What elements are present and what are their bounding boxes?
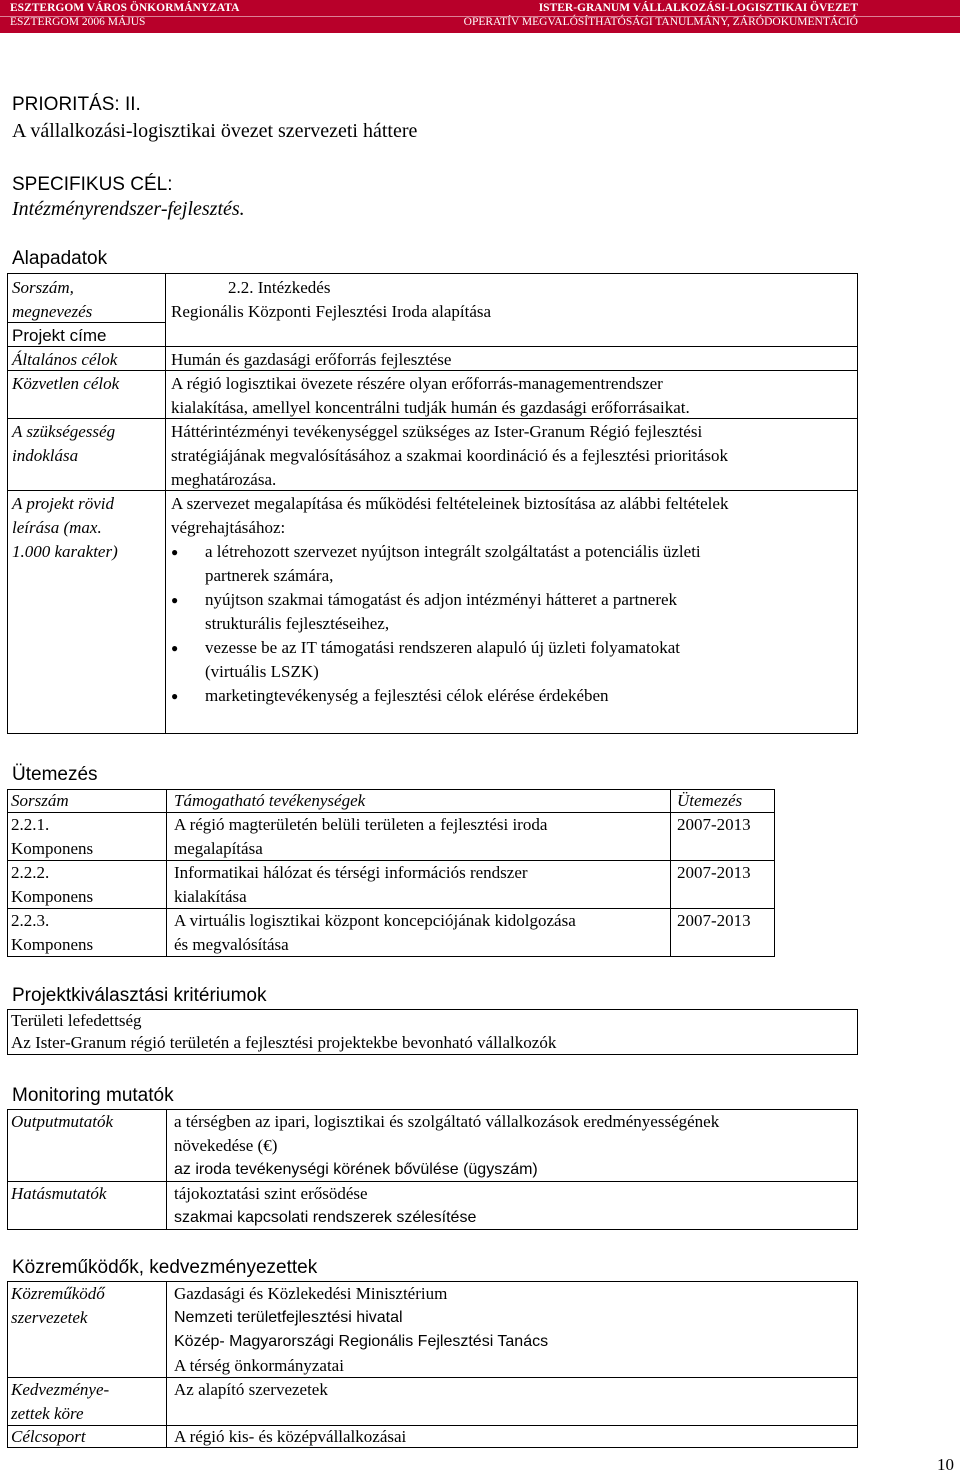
contributor-item: A térség önkormányzatai (174, 1356, 344, 1375)
impact-line: szakmai kapcsolati rendszerek szélesítése (174, 1209, 477, 1226)
leiras-label-line: 1.000 karakter) (12, 542, 118, 561)
leiras-label-line: leírása (max. (12, 518, 102, 537)
leiras-intro-line: végrehajtásához: (171, 518, 286, 537)
table-row-divider (8, 1425, 857, 1426)
kozvetlen-value-line: A régió logisztikai övezete részére olyan erőforrás-managementrendszer (171, 374, 663, 393)
sorszam-value-2: Regionális Központi Fejlesztési Iroda alapítása (171, 302, 492, 321)
output-values (174, 1110, 719, 1182)
document-header-banner (0, 0, 960, 33)
contributors-list (174, 1282, 548, 1378)
leiras-label (12, 492, 118, 564)
target-group-value: A régió kis- és középvállalkozásai (174, 1427, 407, 1446)
row-activity (174, 861, 528, 909)
row-kind: Komponens (11, 887, 94, 906)
col-header-schedule: Ütemezés (677, 791, 743, 810)
sorszam-value-1: 2.2. Intézkedés (228, 278, 331, 297)
szukseg-value-line: meghatározása. (171, 470, 277, 489)
table-row (11, 861, 93, 909)
header-date: ESZTERGOM 2006 MÁJUS (10, 16, 146, 28)
row-period: 2007-2013 (677, 863, 751, 882)
selection-heading: Projektkiválasztási kritériumok (12, 985, 267, 1006)
impact-line: tájokoztatási szint erősödése (174, 1184, 368, 1203)
col-header-sorszam: Sorszám (11, 791, 69, 810)
projekt-label: Projekt címe (12, 326, 107, 345)
activity-line: A virtuális logisztikai központ koncepciójának kidolgozása (174, 911, 576, 930)
bullet-line: strukturális fejlesztéseihez, (205, 614, 390, 633)
target-group-label: Célcsoport (11, 1427, 86, 1446)
activity-line: és megvalósítása (174, 935, 289, 954)
output-line: növekedése (€) (174, 1136, 278, 1155)
row-kind: Komponens (11, 935, 94, 954)
basic-data-heading: Alapadatok (12, 248, 108, 269)
beneficiaries-value: Az alapító szervezetek (174, 1380, 328, 1399)
contributor-item: Közép- Magyarországi Regionális Fejlesztési Tanács (174, 1333, 549, 1350)
selection-box (7, 1009, 858, 1055)
output-label: Outputmutatók (11, 1112, 113, 1131)
priority-title: A vállalkozási-logisztikai övezet szervezeti háttere (12, 120, 418, 142)
list-item (205, 636, 728, 684)
header-municipality: ESZTERGOM VÁROS ÖNKORMÁNYZATA (10, 2, 240, 14)
row-activity (174, 909, 576, 957)
header-document-type: OPERATÍV MEGVALÓSÍTHATÓSÁGI TANULMÁNY, ZÁRÓDOKUMENTÁCIÓ (463, 16, 858, 28)
schedule-table (7, 789, 775, 957)
sorszam-label-line: megnevezés (12, 302, 93, 321)
beneficiaries-label (11, 1378, 109, 1426)
list-item (205, 540, 728, 588)
contributor-item: Nemzeti területfejlesztési hivatal (174, 1309, 403, 1326)
header-project: ISTER-GRANUM VÁLLALKOZÁSI-LOGISZTIKAI ÖVEZET (538, 2, 858, 14)
szukseg-label-line: A szükségesség (12, 422, 116, 441)
table-row-divider (8, 346, 857, 347)
szukseg-value-line: stratégiájának megvalósításához a szakmai koordináció és a fejlesztési prioritások (171, 446, 729, 465)
activity-line: Informatikai hálózat és térségi információs rendszer (174, 863, 528, 882)
table-column-divider (166, 1282, 167, 1447)
selection-line-1: Területi lefedettség (11, 1011, 142, 1030)
szukseg-value-line: Háttérintézményi tevékenységgel szükséges az Ister-Granum Régió fejlesztési (171, 422, 703, 441)
szukseg-label (12, 420, 115, 468)
priority-label: PRIORITÁS: II. (12, 94, 141, 115)
table-row (11, 813, 93, 861)
impact-label: Hatásmutatók (11, 1184, 107, 1203)
beneficiaries-label-line: zettek köre (11, 1404, 84, 1423)
kozvetlen-label: Közvetlen célok (12, 374, 120, 393)
activity-line: kialakítása (174, 887, 247, 906)
activity-line: megalapítása (174, 839, 263, 858)
specific-goal-label: SPECIFIKUS CÉL: (12, 174, 173, 195)
col-header-activities: Támogatható tevékenységek (174, 791, 366, 810)
contributors-label-line: szervezetek (11, 1308, 88, 1327)
specific-goal-value: Intézményrendszer-fejlesztés. (12, 198, 245, 220)
bullet-line: ● marketingtevékenység a fejlesztési célok elérése érdekében (205, 686, 609, 705)
leiras-intro-line: A szervezet megalapítása és működési feltételeinek biztosítása az alábbi feltételek (171, 494, 729, 513)
altalanos-label: Általános célok (12, 350, 118, 369)
table-column-divider (670, 790, 671, 956)
monitoring-table (7, 1109, 858, 1230)
szukseg-value (171, 420, 728, 492)
impact-values (174, 1182, 476, 1230)
table-column-divider (165, 274, 166, 733)
selection-line-2: Az Ister-Granum régió területén a fejlesztési projektekbe bevonható vállalkozók (11, 1033, 557, 1052)
row-number: 2.2.3. (11, 911, 50, 930)
szukseg-label-line: indoklása (12, 446, 79, 465)
row-activity (174, 813, 547, 861)
bullet-line: (virtuális LSZK) (205, 662, 319, 681)
table-row (11, 909, 93, 957)
bullet-line: ● a létrehozott szervezet nyújtson integrált szolgáltatást a potenciális üzleti (205, 542, 701, 561)
bullet-line: partnerek számára, (205, 566, 334, 585)
altalanos-value: Humán és gazdasági erőforrás fejlesztése (171, 350, 452, 369)
row-period: 2007-2013 (677, 815, 751, 834)
leiras-label-line: A projekt rövid (12, 494, 114, 513)
list-item (205, 684, 728, 708)
leiras-bullet-list (171, 540, 728, 708)
output-line: az iroda tevékenységi körének bővülése (ügyszám) (174, 1161, 538, 1178)
page-number: 10 (937, 1455, 954, 1474)
schedule-heading: Ütemezés (12, 764, 98, 785)
table-column-divider (166, 790, 167, 956)
list-item (205, 588, 728, 636)
sorszam-label-line: Sorszám, (12, 278, 74, 297)
bullet-line: ● vezesse be az IT támogatási rendszeren alapuló új üzleti folyamatokat (205, 638, 681, 657)
contributors-label-line: Közreműködő (11, 1284, 105, 1303)
activity-line: A régió magterületén belüli területen a fejlesztési iroda (174, 815, 548, 834)
kozvetlen-value (171, 372, 690, 420)
output-line: a térségben az ipari, logisztikai és szolgáltató vállalkozások eredményességének (174, 1112, 720, 1131)
partners-table (7, 1281, 858, 1448)
contributor-item: Gazdasági és Közlekedési Minisztérium (174, 1284, 448, 1303)
leiras-value (171, 492, 728, 708)
partners-heading: Közreműködők, kedvezményezettek (12, 1257, 318, 1278)
sorszam-label (12, 276, 92, 324)
monitoring-heading: Monitoring mutatók (12, 1085, 174, 1106)
kozvetlen-value-line: kialakítása, amellyel koncentrálni tudják humán és gazdasági erőforrásaikat. (171, 398, 690, 417)
row-period: 2007-2013 (677, 911, 751, 930)
row-number: 2.2.2. (11, 863, 50, 882)
basic-data-table (7, 273, 858, 734)
beneficiaries-label-line: Kedvezménye- (11, 1380, 110, 1399)
table-column-divider (166, 1110, 167, 1229)
row-kind: Komponens (11, 839, 94, 858)
row-number: 2.2.1. (11, 815, 50, 834)
contributors-label (11, 1282, 105, 1330)
bullet-line: ● nyújtson szakmai támogatást és adjon intézményi hátteret a partnerek (205, 590, 678, 609)
